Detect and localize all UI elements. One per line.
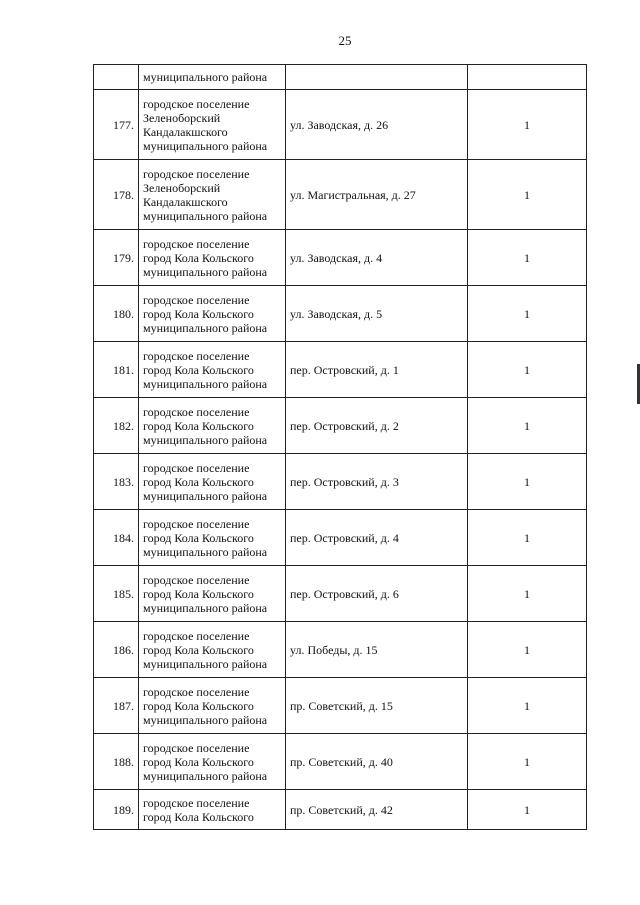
table-row [94, 286, 587, 342]
quantity-cell: 1 [468, 622, 587, 678]
settlement-name-cell: городское поселение Зеленоборский Кандалакшского муниципального района [139, 160, 286, 230]
row-number-cell: 177. [94, 90, 139, 160]
address-cell: ул. Магистральная, д. 27 [286, 160, 468, 230]
address-cell: ул. Заводская, д. 26 [286, 90, 468, 160]
quantity-cell: 1 [468, 286, 587, 342]
quantity-cell: 1 [468, 454, 587, 510]
settlement-name-cell: городское поселение город Кола Кольского муниципального района [139, 622, 286, 678]
address-cell [286, 65, 468, 90]
quantity-cell: 1 [468, 510, 587, 566]
row-number-cell: 187. [94, 678, 139, 734]
table-row [94, 622, 587, 678]
quantity-cell: 1 [468, 398, 587, 454]
row-number-cell: 189. [94, 790, 139, 830]
row-number-cell: 188. [94, 734, 139, 790]
table-row-continued [94, 65, 587, 90]
settlement-name-cell: городское поселение город Кола Кольского муниципального района [139, 678, 286, 734]
table-row [94, 566, 587, 622]
registry-table-body [94, 65, 587, 830]
table-row [94, 90, 587, 160]
settlement-name-cell: городское поселение город Кола Кольского муниципального района [139, 566, 286, 622]
settlement-name-cell: городское поселение город Кола Кольского [139, 790, 286, 830]
quantity-cell: 1 [468, 160, 587, 230]
row-number-cell: 183. [94, 454, 139, 510]
row-number-cell: 185. [94, 566, 139, 622]
address-cell: ул. Заводская, д. 5 [286, 286, 468, 342]
row-number-cell: 181. [94, 342, 139, 398]
address-cell: пр. Советский, д. 15 [286, 678, 468, 734]
settlement-name-cell: городское поселение Зеленоборский Кандалакшского муниципального района [139, 90, 286, 160]
table-row [94, 510, 587, 566]
quantity-cell: 1 [468, 734, 587, 790]
settlement-name-cell: городское поселение город Кола Кольского муниципального района [139, 734, 286, 790]
row-number-cell: 180. [94, 286, 139, 342]
table-row [94, 160, 587, 230]
row-number-cell: 186. [94, 622, 139, 678]
quantity-cell: 1 [468, 230, 587, 286]
settlement-name-cell: городское поселение город Кола Кольского муниципального района [139, 230, 286, 286]
address-cell: пер. Островский, д. 3 [286, 454, 468, 510]
quantity-cell: 1 [468, 90, 587, 160]
page-number: 25 [338, 33, 352, 48]
address-cell: ул. Заводская, д. 4 [286, 230, 468, 286]
table-row [94, 678, 587, 734]
table-row [94, 734, 587, 790]
quantity-cell: 1 [468, 566, 587, 622]
table-row [94, 790, 587, 830]
address-cell: пр. Советский, д. 40 [286, 734, 468, 790]
table-row [94, 230, 587, 286]
address-cell: пер. Островский, д. 6 [286, 566, 468, 622]
row-number-cell: 182. [94, 398, 139, 454]
table-row [94, 398, 587, 454]
row-number-cell: 178. [94, 160, 139, 230]
address-cell: пер. Островский, д. 1 [286, 342, 468, 398]
settlement-name-cell: городское поселение город Кола Кольского муниципального района [139, 342, 286, 398]
quantity-cell: 1 [468, 790, 587, 830]
row-number-cell: 179. [94, 230, 139, 286]
settlement-name-cell: муниципального района [139, 65, 286, 90]
row-number-cell [94, 65, 139, 90]
settlement-name-cell: городское поселение город Кола Кольского муниципального района [139, 398, 286, 454]
settlement-name-cell: городское поселение город Кола Кольского муниципального района [139, 510, 286, 566]
address-cell: пер. Островский, д. 4 [286, 510, 468, 566]
quantity-cell: 1 [468, 678, 587, 734]
row-number-cell: 184. [94, 510, 139, 566]
table-row [94, 454, 587, 510]
settlement-name-cell: городское поселение город Кола Кольского муниципального района [139, 454, 286, 510]
address-cell: пр. Советский, д. 42 [286, 790, 468, 830]
registry-table [93, 64, 587, 830]
address-cell: ул. Победы, д. 15 [286, 622, 468, 678]
settlement-name-cell: городское поселение город Кола Кольского муниципального района [139, 286, 286, 342]
table-row [94, 342, 587, 398]
quantity-cell [468, 65, 587, 90]
address-cell: пер. Островский, д. 2 [286, 398, 468, 454]
quantity-cell: 1 [468, 342, 587, 398]
